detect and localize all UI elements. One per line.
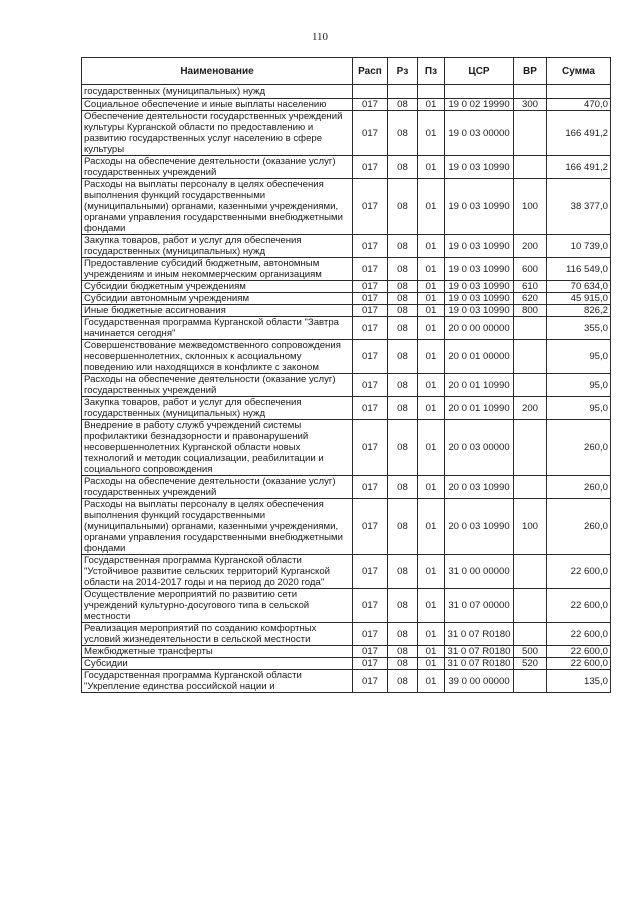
- cell-name: Закупка товаров, работ и услуг для обеспечения государственных (муниципальных) нужд: [82, 235, 353, 258]
- cell-sum: 22 600,0: [547, 623, 611, 646]
- cell-rasp: 017: [353, 258, 388, 281]
- cell-vr: [514, 420, 547, 476]
- cell-csr: 19 0 03 00000: [445, 111, 514, 156]
- cell-name: Осуществление мероприятий по развитию сети учреждений культурно-досугового типа в сельской местности: [82, 589, 353, 623]
- table-row: [82, 281, 611, 293]
- table-row: [82, 646, 611, 658]
- table-row: [82, 258, 611, 281]
- cell-rasp: 017: [353, 476, 388, 499]
- cell-rasp: 017: [353, 317, 388, 340]
- cell-rz: 08: [388, 281, 418, 293]
- cell-name: Предоставление субсидий бюджетным, автономным учреждениям и иным некоммерческим организациям: [82, 258, 353, 281]
- cell-rz: 08: [388, 555, 418, 589]
- cell-rz: 08: [388, 235, 418, 258]
- cell-vr: 100: [514, 179, 547, 235]
- cell-csr: 19 0 02 19990: [445, 99, 514, 111]
- cell-sum: 45 915,0: [547, 293, 611, 305]
- cell-rasp: 017: [353, 420, 388, 476]
- cell-rasp: 017: [353, 646, 388, 658]
- cell-pz: 01: [418, 499, 445, 555]
- cell-rz: 08: [388, 420, 418, 476]
- cell-rasp: 017: [353, 281, 388, 293]
- cell-csr: 20 0 03 00000: [445, 420, 514, 476]
- cell-name: Закупка товаров, работ и услуг для обеспечения государственных (муниципальных) нужд: [82, 397, 353, 420]
- cell-pz: 01: [418, 293, 445, 305]
- budget-table: [81, 57, 611, 693]
- cell-csr: 20 0 01 10990: [445, 374, 514, 397]
- table-row: [82, 317, 611, 340]
- cell-pz: 01: [418, 340, 445, 374]
- cell-name: Субсидии: [82, 658, 353, 670]
- col-header-name: Наименование: [82, 58, 353, 85]
- cell-csr: 19 0 03 10990: [445, 258, 514, 281]
- table-row: [82, 235, 611, 258]
- cell-name: Субсидии автономным учреждениям: [82, 293, 353, 305]
- cell-rz: 08: [388, 499, 418, 555]
- table-body: [82, 85, 611, 693]
- cell-pz: 01: [418, 317, 445, 340]
- cell-name: Внедрение в работу служб учреждений системы профилактики безнадзорности и правонарушений несовершеннолетних Курганской области новых технологий и методик социализации, реабилитации и социального сопровождения: [82, 420, 353, 476]
- cell-rasp: 017: [353, 156, 388, 179]
- table-row: [82, 99, 611, 111]
- cell-vr: 200: [514, 397, 547, 420]
- cell-vr: [514, 623, 547, 646]
- cell-rasp: 017: [353, 499, 388, 555]
- cell-pz: 01: [418, 305, 445, 317]
- cell-vr: 500: [514, 646, 547, 658]
- cell-rasp: 017: [353, 623, 388, 646]
- cell-csr: 39 0 00 00000: [445, 670, 514, 693]
- cell-rasp: 017: [353, 340, 388, 374]
- cell-csr: 20 0 03 10990: [445, 476, 514, 499]
- table-header-row: [82, 58, 611, 85]
- table-row: [82, 179, 611, 235]
- table-row: [82, 397, 611, 420]
- cell-rz: 08: [388, 258, 418, 281]
- cell-csr: 31 0 00 00000: [445, 555, 514, 589]
- cell-vr: [514, 317, 547, 340]
- cell-pz: 01: [418, 476, 445, 499]
- col-header-pz: Пз: [418, 58, 445, 85]
- cell-vr: [514, 156, 547, 179]
- cell-rz: 08: [388, 317, 418, 340]
- cell-sum: 135,0: [547, 670, 611, 693]
- cell-pz: 01: [418, 258, 445, 281]
- cell-vr: 300: [514, 99, 547, 111]
- cell-vr: [514, 111, 547, 156]
- cell-rz: 08: [388, 589, 418, 623]
- col-header-rz: Рз: [388, 58, 418, 85]
- cell-name: Субсидии бюджетным учреждениям: [82, 281, 353, 293]
- cell-vr: 100: [514, 499, 547, 555]
- cell-pz: 01: [418, 555, 445, 589]
- cell-name: Социальное обеспечение и иные выплаты населению: [82, 99, 353, 111]
- col-header-csr: ЦСР: [445, 58, 514, 85]
- cell-rz: 08: [388, 374, 418, 397]
- cell-rz: 08: [388, 99, 418, 111]
- cell-rasp: 017: [353, 658, 388, 670]
- cell-pz: 01: [418, 658, 445, 670]
- cell-csr: 19 0 03 10990: [445, 235, 514, 258]
- cell-pz: 01: [418, 670, 445, 693]
- cell-sum: 22 600,0: [547, 658, 611, 670]
- cell-rasp: 017: [353, 293, 388, 305]
- table-row: [82, 420, 611, 476]
- cell-rz: 08: [388, 397, 418, 420]
- cell-vr: [514, 85, 547, 99]
- table-row: [82, 340, 611, 374]
- cell-sum: 355,0: [547, 317, 611, 340]
- cell-pz: 01: [418, 111, 445, 156]
- cell-csr: 19 0 03 10990: [445, 293, 514, 305]
- cell-name: Расходы на обеспечение деятельности (оказание услуг) государственных учреждений: [82, 156, 353, 179]
- cell-rz: 08: [388, 305, 418, 317]
- cell-sum: [547, 85, 611, 99]
- cell-sum: 116 549,0: [547, 258, 611, 281]
- cell-name: Государственная программа Курганской области "Завтра начинается сегодня": [82, 317, 353, 340]
- cell-vr: 800: [514, 305, 547, 317]
- cell-csr: 31 0 07 R0180: [445, 623, 514, 646]
- cell-rz: 08: [388, 658, 418, 670]
- cell-rasp: 017: [353, 305, 388, 317]
- cell-csr: 19 0 03 10990: [445, 179, 514, 235]
- cell-rasp: 017: [353, 374, 388, 397]
- cell-vr: 200: [514, 235, 547, 258]
- cell-csr: 20 0 03 10990: [445, 499, 514, 555]
- cell-pz: 01: [418, 397, 445, 420]
- cell-name: Межбюджетные трансферты: [82, 646, 353, 658]
- cell-vr: [514, 374, 547, 397]
- cell-rz: 08: [388, 179, 418, 235]
- cell-rasp: 017: [353, 179, 388, 235]
- cell-sum: 95,0: [547, 340, 611, 374]
- cell-csr: 19 0 03 10990: [445, 156, 514, 179]
- table-row: [82, 305, 611, 317]
- cell-pz: 01: [418, 646, 445, 658]
- cell-name: государственных (муниципальных) нужд: [82, 85, 353, 99]
- cell-rz: 08: [388, 111, 418, 156]
- cell-sum: 22 600,0: [547, 555, 611, 589]
- cell-name: Реализация мероприятий по созданию комфортных условий жизнедеятельности в сельской местности: [82, 623, 353, 646]
- table-row: [82, 111, 611, 156]
- cell-sum: 10 739,0: [547, 235, 611, 258]
- cell-rasp: 017: [353, 99, 388, 111]
- cell-sum: 166 491,2: [547, 111, 611, 156]
- cell-vr: 520: [514, 658, 547, 670]
- cell-rasp: 017: [353, 111, 388, 156]
- table-row: [82, 476, 611, 499]
- cell-csr: 31 0 07 00000: [445, 589, 514, 623]
- cell-pz: 01: [418, 623, 445, 646]
- cell-rz: 08: [388, 670, 418, 693]
- cell-vr: 600: [514, 258, 547, 281]
- cell-pz: 01: [418, 179, 445, 235]
- cell-sum: 70 634,0: [547, 281, 611, 293]
- cell-sum: 826,2: [547, 305, 611, 317]
- page-number: 110: [311, 31, 329, 43]
- cell-csr: 20 0 01 00000: [445, 340, 514, 374]
- cell-name: Расходы на выплаты персоналу в целях обеспечения выполнения функций государственными (муниципальными) органами, казенными учреждениями, органами управления государственными внебюджетными фондами: [82, 499, 353, 555]
- cell-vr: [514, 555, 547, 589]
- cell-rasp: 017: [353, 235, 388, 258]
- cell-name: Обеспечение деятельности государственных учреждений культуры Курганской области по предоставлению и развитию государственных услуг населению в сфере культуры: [82, 111, 353, 156]
- col-header-vr: ВР: [514, 58, 547, 85]
- cell-sum: 95,0: [547, 397, 611, 420]
- cell-csr: 19 0 03 10990: [445, 281, 514, 293]
- cell-rasp: 017: [353, 397, 388, 420]
- cell-rz: 08: [388, 623, 418, 646]
- table-row: [82, 555, 611, 589]
- cell-name: Расходы на обеспечение деятельности (оказание услуг) государственных учреждений: [82, 476, 353, 499]
- cell-sum: 166 491,2: [547, 156, 611, 179]
- cell-pz: 01: [418, 374, 445, 397]
- table-row: [82, 499, 611, 555]
- cell-name: Государственная программа Курганской области "Укрепление единства российской нации и: [82, 670, 353, 693]
- cell-vr: [514, 670, 547, 693]
- table-row: [82, 623, 611, 646]
- cell-csr: 31 0 07 R0180: [445, 658, 514, 670]
- cell-vr: [514, 476, 547, 499]
- cell-pz: 01: [418, 156, 445, 179]
- cell-pz: 01: [418, 235, 445, 258]
- cell-name: Расходы на обеспечение деятельности (оказание услуг) государственных учреждений: [82, 374, 353, 397]
- cell-vr: 610: [514, 281, 547, 293]
- table-row: [82, 589, 611, 623]
- cell-csr: 20 0 01 10990: [445, 397, 514, 420]
- cell-csr: 31 0 07 R0180: [445, 646, 514, 658]
- cell-name: Совершенствование межведомственного сопровождения несовершеннолетних, склонных к асоциальному поведению или находящихся в конфликте с законом: [82, 340, 353, 374]
- col-header-sum: Сумма: [547, 58, 611, 85]
- table-row: [82, 670, 611, 693]
- table-row: [82, 658, 611, 670]
- cell-rz: 08: [388, 293, 418, 305]
- cell-name: Государственная программа Курганской области "Устойчивое развитие сельских территорий Курганской области на 2014-2017 годы и на период до 2020 года": [82, 555, 353, 589]
- cell-rasp: 017: [353, 670, 388, 693]
- cell-pz: 01: [418, 589, 445, 623]
- cell-sum: 95,0: [547, 374, 611, 397]
- cell-csr: 20 0 00 00000: [445, 317, 514, 340]
- cell-vr: [514, 340, 547, 374]
- table-row: [82, 374, 611, 397]
- cell-sum: 22 600,0: [547, 646, 611, 658]
- cell-sum: 260,0: [547, 476, 611, 499]
- col-header-rasp: Расп: [353, 58, 388, 85]
- table-row: [82, 293, 611, 305]
- cell-pz: [418, 85, 445, 99]
- table-row: [82, 85, 611, 99]
- cell-rasp: [353, 85, 388, 99]
- cell-name: Иные бюджетные ассигнования: [82, 305, 353, 317]
- cell-pz: 01: [418, 420, 445, 476]
- cell-sum: 22 600,0: [547, 589, 611, 623]
- cell-sum: 470,0: [547, 99, 611, 111]
- cell-pz: 01: [418, 281, 445, 293]
- cell-rasp: 017: [353, 589, 388, 623]
- cell-name: Расходы на выплаты персоналу в целях обеспечения выполнения функций государственными (муниципальными) органами, казенными учреждениями, органами управления государственными внебюджетными фондами: [82, 179, 353, 235]
- cell-pz: 01: [418, 99, 445, 111]
- cell-rz: 08: [388, 476, 418, 499]
- cell-sum: 260,0: [547, 499, 611, 555]
- cell-rz: [388, 85, 418, 99]
- cell-rz: 08: [388, 340, 418, 374]
- cell-sum: 38 377,0: [547, 179, 611, 235]
- cell-vr: 620: [514, 293, 547, 305]
- cell-rasp: 017: [353, 555, 388, 589]
- cell-rz: 08: [388, 646, 418, 658]
- cell-csr: [445, 85, 514, 99]
- table-row: [82, 156, 611, 179]
- cell-sum: 260,0: [547, 420, 611, 476]
- cell-rz: 08: [388, 156, 418, 179]
- cell-csr: 19 0 03 10990: [445, 305, 514, 317]
- cell-vr: [514, 589, 547, 623]
